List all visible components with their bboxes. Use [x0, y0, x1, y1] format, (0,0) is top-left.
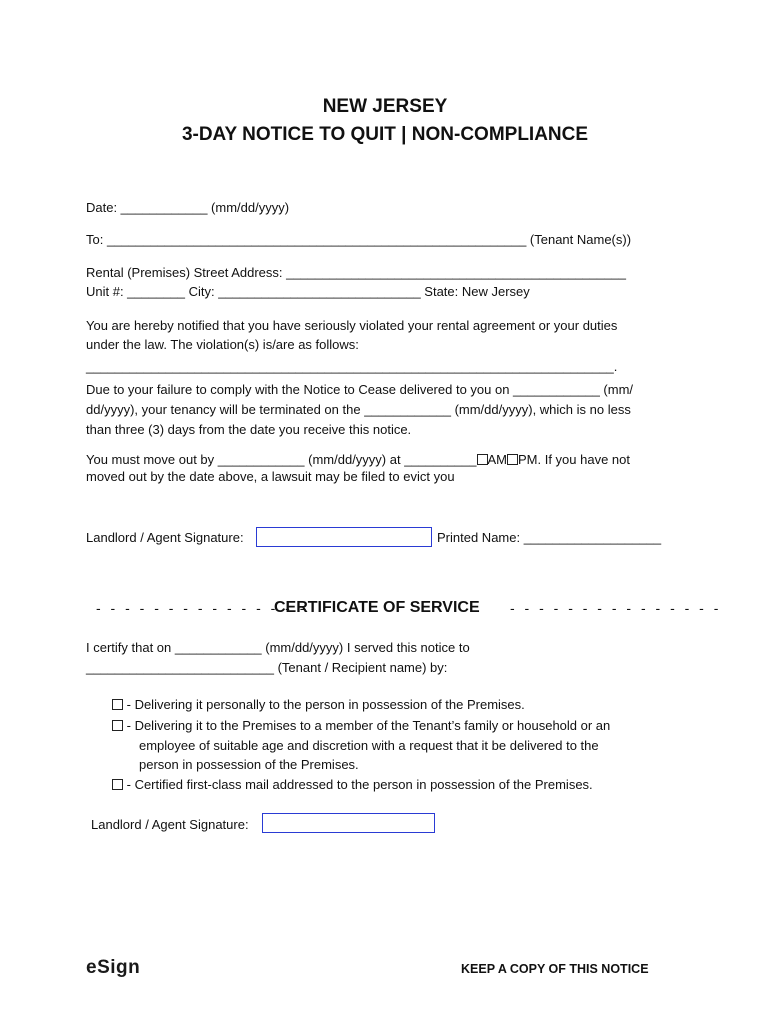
address-line: Rental (Premises) Street Address: _______________________________________________: [86, 265, 626, 280]
pm-label: PM. If you have not: [518, 452, 631, 467]
violation-paragraph-line2: under the law. The violation(s) is/are as follows:: [86, 337, 359, 352]
violation-blank-line: _________________________________________________________________________.: [86, 359, 618, 374]
printed-name-line: Printed Name: ___________________: [437, 530, 662, 545]
certificate-signature-field[interactable]: [262, 813, 435, 833]
landlord-signature-field[interactable]: [256, 527, 432, 547]
moveout-line2: moved out by the date above, a lawsuit may be filed to evict you: [86, 469, 455, 484]
service-option-premises: [112, 718, 610, 733]
failure-paragraph-line3: than three (3) days from the date you receive this notice.: [86, 422, 412, 437]
moveout-text: You must move out by ____________ (mm/dd/yyyy) at __________: [86, 452, 477, 467]
divider-dashes-left: - - - - - - - - - - - - - - -: [96, 600, 308, 616]
document-title: 3-DAY NOTICE TO QUIT | NON-COMPLIANCE: [181, 124, 589, 145]
divider-dashes-right: - - - - - - - - - - - - - - -: [510, 600, 722, 616]
am-checkbox[interactable]: [477, 454, 488, 465]
service-option-premises-line2: employee of suitable age and discretion with a request that it be delivered to the: [139, 738, 599, 753]
certify-line1: I certify that on ____________ (mm/dd/yyyy) I served this notice to: [86, 640, 470, 655]
certified-mail-checkbox[interactable]: [112, 779, 123, 790]
date-line: Date: ____________ (mm/dd/yyyy): [86, 200, 290, 215]
landlord-signature-label: Landlord / Agent Signature:: [86, 530, 244, 545]
service-option-label: - Delivering it personally to the person in possession of the Premises.: [126, 697, 525, 712]
certificate-heading: CERTIFICATE OF SERVICE: [274, 599, 480, 616]
document-title-state: NEW JERSEY: [322, 96, 448, 117]
personal-delivery-checkbox[interactable]: [112, 699, 123, 710]
esign-logo: eSign: [86, 957, 141, 978]
pm-checkbox[interactable]: [507, 454, 518, 465]
service-option-premises-line3: person in possession of the Premises.: [139, 757, 359, 772]
certify-line2: __________________________ (Tenant / Recipient name) by:: [86, 660, 448, 675]
service-option-mail: [112, 777, 593, 792]
failure-paragraph-line2: dd/yyyy), your tenancy will be terminated on the ____________ (mm/dd/yyyy), which is no less: [86, 402, 631, 417]
premises-delivery-checkbox[interactable]: [112, 720, 123, 731]
tenant-name-line: To: __________________________________________________________ (Tenant Name(s)): [86, 232, 632, 247]
moveout-line1: [86, 452, 630, 467]
failure-paragraph-line1: Due to your failure to comply with the Notice to Cease delivered to you on ____________ (mm/: [86, 382, 634, 397]
violation-paragraph-line1: You are hereby notified that you have seriously violated your rental agreement or your duties: [86, 318, 618, 333]
certificate-signature-label: Landlord / Agent Signature:: [91, 817, 249, 832]
keep-copy-notice: KEEP A COPY OF THIS NOTICE: [461, 962, 649, 976]
am-label: AM: [487, 452, 507, 467]
unit-city-state-line: Unit #: ________ City: ____________________________ State: New Jersey: [86, 284, 530, 299]
service-option-label: - Delivering it to the Premises to a member of the Tenant’s family or household or an: [126, 718, 611, 733]
service-option-label: - Certified first-class mail addressed to the person in possession of the Premises.: [126, 777, 593, 792]
service-option-personal: [112, 697, 525, 712]
